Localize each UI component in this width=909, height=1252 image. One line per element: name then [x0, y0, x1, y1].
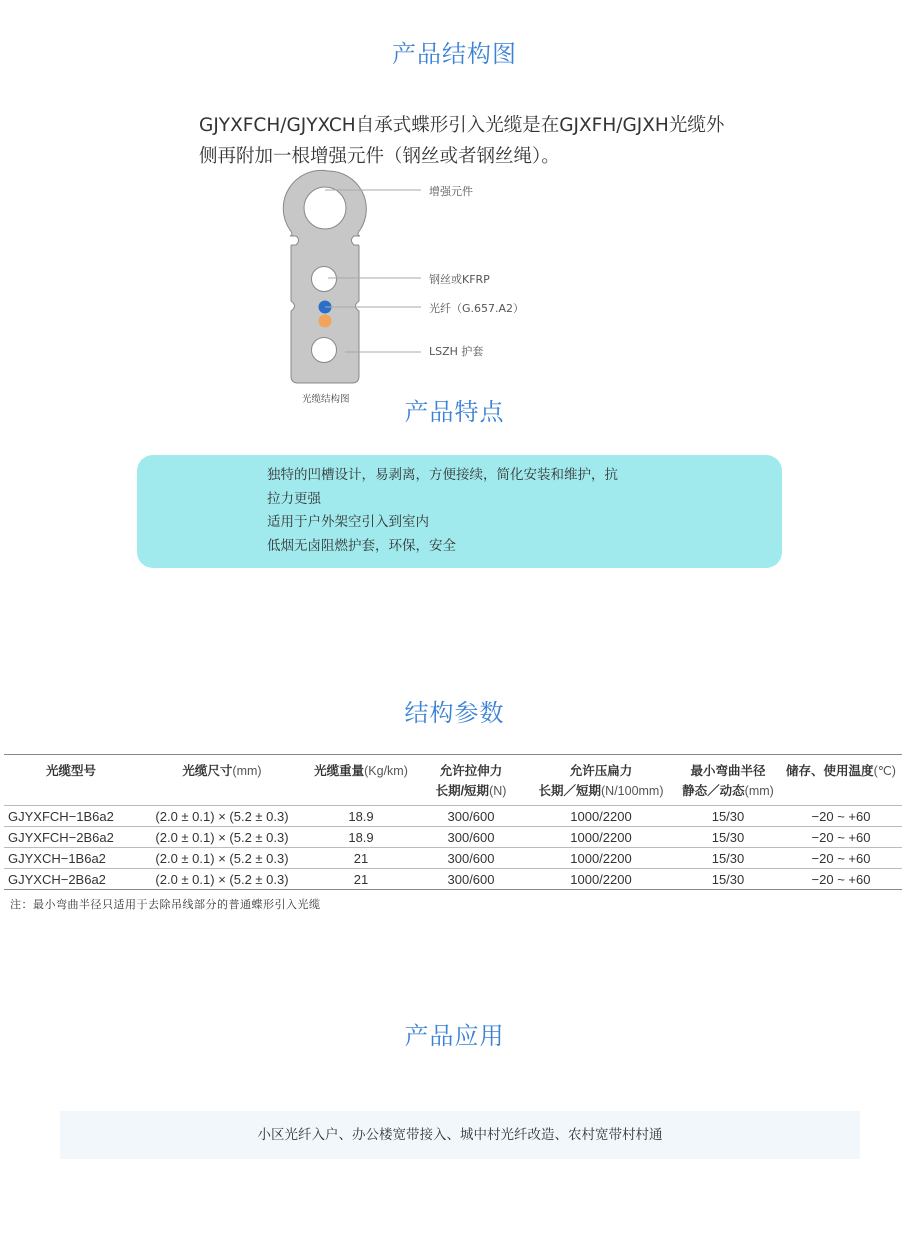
feature-item: 拉力更强 [267, 490, 321, 507]
cell-tensile: 300/600 [416, 806, 526, 827]
header-weight: 光缆重量(Kg/km) [306, 755, 416, 806]
params-section-title: 结构参数 [404, 699, 505, 727]
label-fiber: 光纤（G.657.A2） [429, 302, 525, 315]
cell-temperature: −20 ~ +60 [780, 869, 902, 890]
features-list [137, 455, 782, 558]
label-strength: 增强元件 [429, 185, 473, 198]
cell-tensile: 300/600 [416, 869, 526, 890]
header-size: 光缆尺寸(mm) [138, 755, 306, 806]
application-box [60, 1111, 860, 1159]
table-row [4, 827, 902, 848]
cell-crush: 1000/2200 [526, 869, 676, 890]
label-steel: 钢丝或KFRP [429, 273, 490, 286]
cell-temperature: −20 ~ +60 [780, 827, 902, 848]
cell-size: (2.0 ± 0.1) × (5.2 ± 0.3) [138, 848, 306, 869]
steel-wire-top [312, 267, 337, 292]
cell-model: GJYXCH−2B6a2 [4, 869, 138, 890]
feature-item: 低烟无卤阻燃护套，环保，安全 [267, 537, 456, 554]
label-sheath: LSZH 护套 [429, 345, 484, 358]
cell-temperature: −20 ~ +60 [780, 806, 902, 827]
cell-bend-radius: 15/30 [676, 827, 780, 848]
table-note: 注：最小弯曲半径只适用于去除吊线部分的普通蝶形引入光缆 [10, 898, 321, 911]
table-row [4, 806, 902, 827]
cell-size: (2.0 ± 0.1) × (5.2 ± 0.3) [138, 869, 306, 890]
cell-size: (2.0 ± 0.1) × (5.2 ± 0.3) [138, 827, 306, 848]
intro-line-2: 侧再附加一根增强元件（钢丝或者钢丝绳）。 [199, 146, 560, 167]
cell-bend-radius: 15/30 [676, 848, 780, 869]
cell-weight: 21 [306, 848, 416, 869]
header-crush: 允许压扁力 长期／短期(N/100mm) [526, 755, 676, 806]
features-box [137, 455, 782, 568]
cell-model: GJYXFCH−2B6a2 [4, 827, 138, 848]
cell-crush: 1000/2200 [526, 827, 676, 848]
application-text: 小区光纤入户、办公楼宽带接入、城中村光纤改造、农村宽带村村通 [257, 1127, 663, 1143]
diagram-caption: 光缆结构图 [302, 394, 350, 405]
table-header-row [4, 755, 902, 806]
cell-crush: 1000/2200 [526, 848, 676, 869]
cell-temperature: −20 ~ +60 [780, 848, 902, 869]
intro-line-1: GJYXFCH/GJYXCH自承式蝶形引入光缆是在GJXFH/GJXH光缆外 [199, 115, 725, 136]
table-row [4, 869, 902, 890]
steel-wire-bottom [312, 338, 337, 363]
intro-text [199, 110, 759, 172]
feature-item: 适用于户外架空引入到室内 [267, 514, 429, 530]
header-bend-radius: 最小弯曲半径 静态／动态(mm) [676, 755, 780, 806]
cable-structure-diagram [280, 168, 580, 413]
cell-tensile: 300/600 [416, 848, 526, 869]
cell-bend-radius: 15/30 [676, 869, 780, 890]
header-temperature: 储存、使用温度(℃) [780, 755, 902, 806]
cell-weight: 18.9 [306, 827, 416, 848]
cell-tensile: 300/600 [416, 827, 526, 848]
feature-item: 独特的凹槽设计，易剥离，方便接续，简化安装和维护，抗 [267, 467, 618, 483]
application-section-title: 产品应用 [404, 1022, 505, 1050]
cell-size: (2.0 ± 0.1) × (5.2 ± 0.3) [138, 806, 306, 827]
structure-section-title: 产品结构图 [392, 40, 517, 68]
cell-model: GJYXFCH−1B6a2 [4, 806, 138, 827]
fiber-orange [319, 315, 332, 328]
header-model: 光缆型号 [4, 755, 138, 806]
strength-member [304, 187, 346, 229]
cell-crush: 1000/2200 [526, 806, 676, 827]
spec-table [4, 754, 902, 890]
table-row [4, 848, 902, 869]
cell-weight: 18.9 [306, 806, 416, 827]
header-tensile: 允许拉伸力 长期/短期(N) [416, 755, 526, 806]
cell-bend-radius: 15/30 [676, 806, 780, 827]
cell-weight: 21 [306, 869, 416, 890]
features-section-title: 产品特点 [404, 398, 505, 426]
cell-model: GJYXCH−1B6a2 [4, 848, 138, 869]
